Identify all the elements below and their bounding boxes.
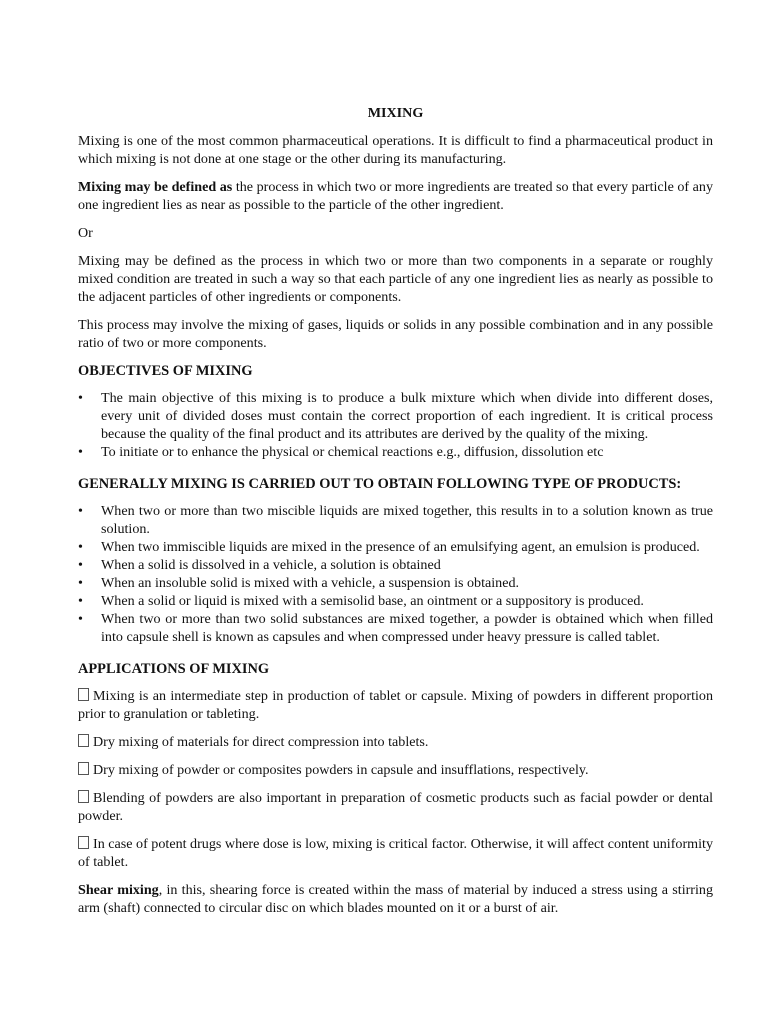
application-item: Blending of powders are also important in preparation of cosmetic products such as facial powder or dental powder. [78, 790, 713, 824]
list-item: • When a solid or liquid is mixed with a semisolid base, an ointment or a suppository is produced. [78, 592, 713, 610]
shear-mixing-paragraph [78, 881, 713, 917]
application-item: Dry mixing of materials for direct compression into tablets. [78, 733, 713, 751]
definition-paragraph-1 [78, 178, 713, 214]
applications-heading: APPLICATIONS OF MIXING [78, 661, 270, 677]
objectives-list [78, 389, 713, 461]
checkbox-glyph-icon [78, 836, 89, 849]
list-item: • When a solid is dissolved in a vehicle, a solution is obtained [78, 556, 713, 574]
products-heading: GENERALLY MIXING IS CARRIED OUT TO OBTAIN FOLLOWING TYPE OF PRODUCTS: [78, 476, 682, 492]
list-item: • When two or more than two miscible liquids are mixed together, this results in to a solution known as true solution. [78, 502, 713, 538]
application-item: Mixing is an intermediate step in production of tablet or capsule. Mixing of powders in different proportion prior to granulation or tableting. [78, 688, 713, 722]
checkbox-glyph-icon [78, 734, 89, 747]
application-item: Dry mixing of powder or composites powders in capsule and insufflations, respectively. [78, 761, 713, 779]
document-body [78, 104, 713, 927]
document-title: MIXING [367, 105, 424, 121]
process-paragraph: This process may involve the mixing of gases, liquids or solids in any possible combination and in any possible ratio of two or more components. [78, 317, 713, 351]
checkbox-glyph-icon [78, 688, 89, 701]
list-item: • When two immiscible liquids are mixed in the presence of an emulsifying agent, an emulsion is produced. [78, 538, 713, 556]
list-item: • The main objective of this mixing is to produce a bulk mixture which when divide into different doses, every unit of divided doses must contain the correct proportion of each ingredient. It is critical process because the quality of the final product and its attributes are derived by the quality of the mixing. [78, 389, 713, 443]
list-item: • When an insoluble solid is mixed with a vehicle, a suspension is obtained. [78, 574, 713, 592]
list-item: • To initiate or to enhance the physical or chemical reactions e.g., diffusion, dissolution etc [78, 443, 713, 461]
application-item: In case of potent drugs where dose is low, mixing is critical factor. Otherwise, it will affect content uniformity of tablet. [78, 836, 713, 870]
definition-lead: Mixing may be defined as [78, 179, 233, 195]
checkbox-glyph-icon [78, 762, 89, 775]
definition-paragraph-2: Mixing may be defined as the process in which two or more than two components in a separate or roughly mixed condition are treated in such a way so that each particle of any one ingredient lies as nearly as possible to the adjacent particles of other ingredients or components. [78, 253, 713, 305]
intro-paragraph: Mixing is one of the most common pharmaceutical operations. It is difficult to find a pharmaceutical product in which mixing is not done at one stage or the other during its manufacturing. [78, 133, 713, 167]
products-list [78, 502, 713, 646]
checkbox-glyph-icon [78, 790, 89, 803]
shear-text: , in this, shearing force is created within the mass of material by induced a stress using a stirring arm (shaft) connected to circular disc on which blades mounted on it or a burst of air. [78, 882, 714, 916]
or-separator: Or [78, 225, 93, 241]
list-item: • When two or more than two solid substances are mixed together, a powder is obtained which when filled into capsule shell is known as capsules and when compressed under heavy pressure is called tablet. [78, 610, 713, 646]
definition-text: the process in which two or more ingredients are treated so that every particle of any one ingredient lies as near as possible to the particle of the other ingredient. [78, 179, 713, 213]
shear-lead: Shear mixing [78, 882, 159, 898]
objectives-heading: OBJECTIVES OF MIXING [78, 363, 253, 379]
